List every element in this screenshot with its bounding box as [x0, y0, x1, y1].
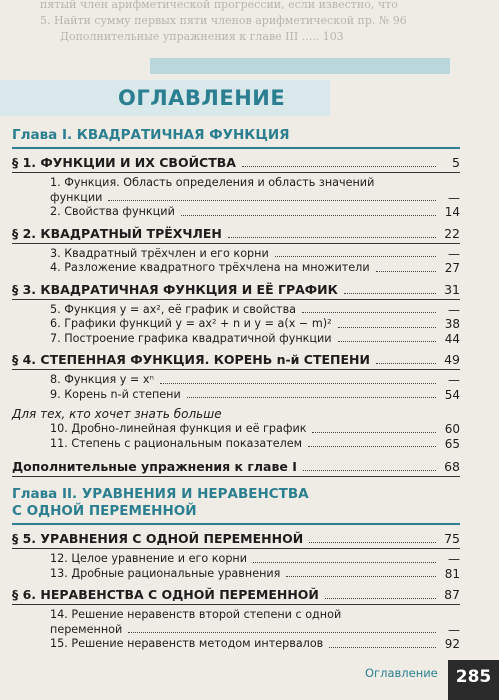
toc-section [12, 224, 460, 276]
subsection-item-label: 13. Дробные рациональные уравнения [50, 566, 281, 580]
subsection-list [12, 303, 460, 347]
page-ref: 31 [444, 281, 460, 297]
table-of-contents [12, 118, 460, 652]
dot-leader [228, 237, 436, 238]
dot-leader [242, 166, 436, 167]
subsection-item-label: 3. Квадратный трёхчлен и его корни [50, 246, 269, 260]
dot-leader [303, 470, 436, 471]
title-band-accent [150, 58, 450, 74]
dot-leader [187, 397, 436, 398]
chapter-heading-line: Глава I. КВАДРАТИЧНАЯ ФУНКЦИЯ [12, 127, 290, 143]
section-underline [12, 476, 460, 477]
dot-leader [160, 383, 436, 384]
dot-leader [275, 256, 436, 257]
chapter-heading-line: Глава II. УРАВНЕНИЯ И НЕРАВЕНСТВА [12, 486, 309, 502]
subsection-list [12, 373, 460, 402]
subsection-list [12, 247, 460, 276]
dot-leader [312, 432, 436, 433]
subsection-item-label: 2. Свойства функций [50, 205, 175, 218]
page-ref: 5 [452, 155, 460, 170]
toc-section [12, 585, 460, 652]
dot-leader [308, 446, 436, 447]
subsection-item [50, 567, 460, 582]
dot-leader [325, 598, 436, 599]
section-underline [12, 243, 460, 244]
page-ref: 54 [444, 387, 460, 402]
dot-leader [376, 363, 436, 364]
subsection-item-label: переменной [50, 622, 123, 636]
section-heading [12, 153, 460, 172]
subsection-item [50, 552, 460, 567]
section-heading-label: § 4. СТЕПЕННАЯ ФУНКЦИЯ. КОРЕНЬ n-й СТЕПЕНИ [12, 352, 370, 367]
subsection-item [50, 422, 460, 437]
subsection-item [50, 191, 460, 206]
page-ref: 92 [444, 637, 460, 651]
dot-leader [344, 293, 436, 294]
subsection-item-label: 1. Функция. Область определения и область значений [50, 176, 375, 189]
page-ref: — [448, 302, 460, 317]
subsection-item-label: 6. Графики функций y = ax² + n и y = a(x − m)² [50, 317, 332, 330]
section-heading-label: § 6. НЕРАВЕНСТВА С ОДНОЙ ПЕРЕМЕННОЙ [12, 587, 319, 602]
subsection-item [50, 247, 460, 262]
subsection-item [50, 373, 460, 388]
toc-section [12, 350, 460, 402]
toc-section [12, 529, 460, 581]
section-heading [12, 224, 460, 243]
page-ref: 60 [444, 422, 460, 436]
subsection-item-label: 12. Целое уравнение и его корни [50, 552, 248, 565]
dot-leader [253, 562, 436, 563]
dot-leader [108, 200, 436, 201]
subsection-item-label: 14. Решение неравенств второй степени с одной [50, 608, 342, 621]
subsection-item [50, 261, 460, 276]
subsection-list [12, 552, 460, 581]
section-underline [12, 299, 460, 300]
page-ref: — [448, 246, 460, 261]
section-heading-label: § 1. ФУНКЦИИ И ИХ СВОЙСТВА [12, 155, 236, 170]
dot-leader [338, 327, 436, 328]
subsection-item-label: функции [50, 190, 103, 204]
section-underline [12, 604, 460, 605]
subsection-item [50, 623, 460, 638]
bleed-through-text [0, 0, 499, 60]
bleed-line: 5. Найти сумму первых пяти членов арифметической пр. № 96 [40, 14, 407, 27]
subsection-item [50, 608, 460, 623]
optional-topics-heading: Для тех, кто хочет знать больше [12, 407, 222, 421]
section-heading [12, 585, 460, 604]
subsection-item-label: 8. Функция y = xⁿ [50, 373, 154, 386]
subsection-list [12, 422, 460, 451]
dot-leader [302, 312, 436, 313]
bleed-line: Дополнительные упражнения к главе III ..... 103 [60, 30, 344, 43]
dot-leader [128, 632, 436, 633]
subsection-item-label: 4. Разложение квадратного трёхчлена на множители [50, 261, 370, 274]
section-underline [12, 548, 460, 549]
chapter-rule [12, 147, 460, 149]
page-ref: 65 [444, 436, 460, 451]
subsection-item [50, 176, 460, 191]
toc-section [12, 280, 460, 347]
subsection-item [50, 317, 460, 332]
section-underline [12, 369, 460, 370]
page-ref: 44 [444, 331, 460, 346]
page-ref: 75 [444, 531, 460, 546]
footer-running-head: Оглавление [365, 666, 438, 680]
page-ref: 87 [444, 587, 460, 602]
chapter-heading [12, 127, 460, 144]
chapter-heading-line: С ОДНОЙ ПЕРЕМЕННОЙ [12, 503, 197, 519]
subsection-item-label: 7. Построение графика квадратичной функции [50, 331, 332, 345]
page-ref: 81 [444, 566, 460, 581]
section-heading-label: § 5. УРАВНЕНИЯ С ОДНОЙ ПЕРЕМЕННОЙ [12, 531, 304, 546]
page-ref: — [448, 552, 460, 566]
subsection-item-label: 15. Решение неравенств методом интервалов [50, 637, 324, 650]
page-ref: — [448, 622, 460, 637]
subsection-item [50, 388, 460, 403]
page-number: 285 [448, 660, 499, 700]
subsection-list [12, 608, 460, 652]
subsection-item [50, 303, 460, 318]
subsection-item-label: 10. Дробно-линейная функция и её график [50, 422, 307, 435]
page-ref: — [448, 373, 460, 387]
page-ref: — [448, 190, 460, 205]
bleed-line: пятый член арифметической прогрессии, если известно, что [40, 0, 398, 11]
subsection-item-label: 9. Корень n-й степени [50, 387, 181, 401]
extra-exercises [12, 457, 460, 477]
dot-leader [181, 215, 436, 216]
chapter-heading [12, 486, 460, 520]
page-ref: 22 [444, 225, 460, 241]
page-ref: 49 [444, 352, 460, 367]
subsection-item-label: 5. Функция y = ax², её график и свойства [50, 302, 297, 316]
extra-exercises-heading [12, 457, 460, 476]
toc-section [12, 153, 460, 220]
dot-leader [338, 341, 436, 342]
page-ref: 14 [444, 205, 460, 219]
section-heading [12, 280, 460, 299]
section-heading [12, 350, 460, 369]
dot-leader [309, 542, 436, 543]
subsection-item [50, 205, 460, 220]
subsection-item [50, 332, 460, 347]
dot-leader [329, 647, 436, 648]
dot-leader [286, 576, 436, 577]
section-heading-label: § 2. КВАДРАТНЫЙ ТРЁХЧЛЕН [12, 225, 222, 241]
page-ref: 27 [444, 261, 460, 275]
section-heading-label: § 3. КВАДРАТИЧНАЯ ФУНКЦИЯ И ЕЁ ГРАФИК [12, 281, 338, 297]
subsection-item [50, 637, 460, 652]
subsection-item-label: 11. Степень с рациональным показателем [50, 436, 303, 450]
section-underline [12, 172, 460, 173]
section-heading [12, 529, 460, 548]
page-ref: 38 [444, 317, 460, 331]
chapter-rule [12, 523, 460, 525]
subsection-list [12, 176, 460, 220]
subsection-item [50, 437, 460, 452]
page-title: ОГЛАВЛЕНИЕ [118, 86, 286, 110]
dot-leader [376, 271, 436, 272]
page-ref: 68 [444, 459, 460, 474]
extra-exercises-heading-label: Дополнительные упражнения к главе I [12, 459, 297, 474]
